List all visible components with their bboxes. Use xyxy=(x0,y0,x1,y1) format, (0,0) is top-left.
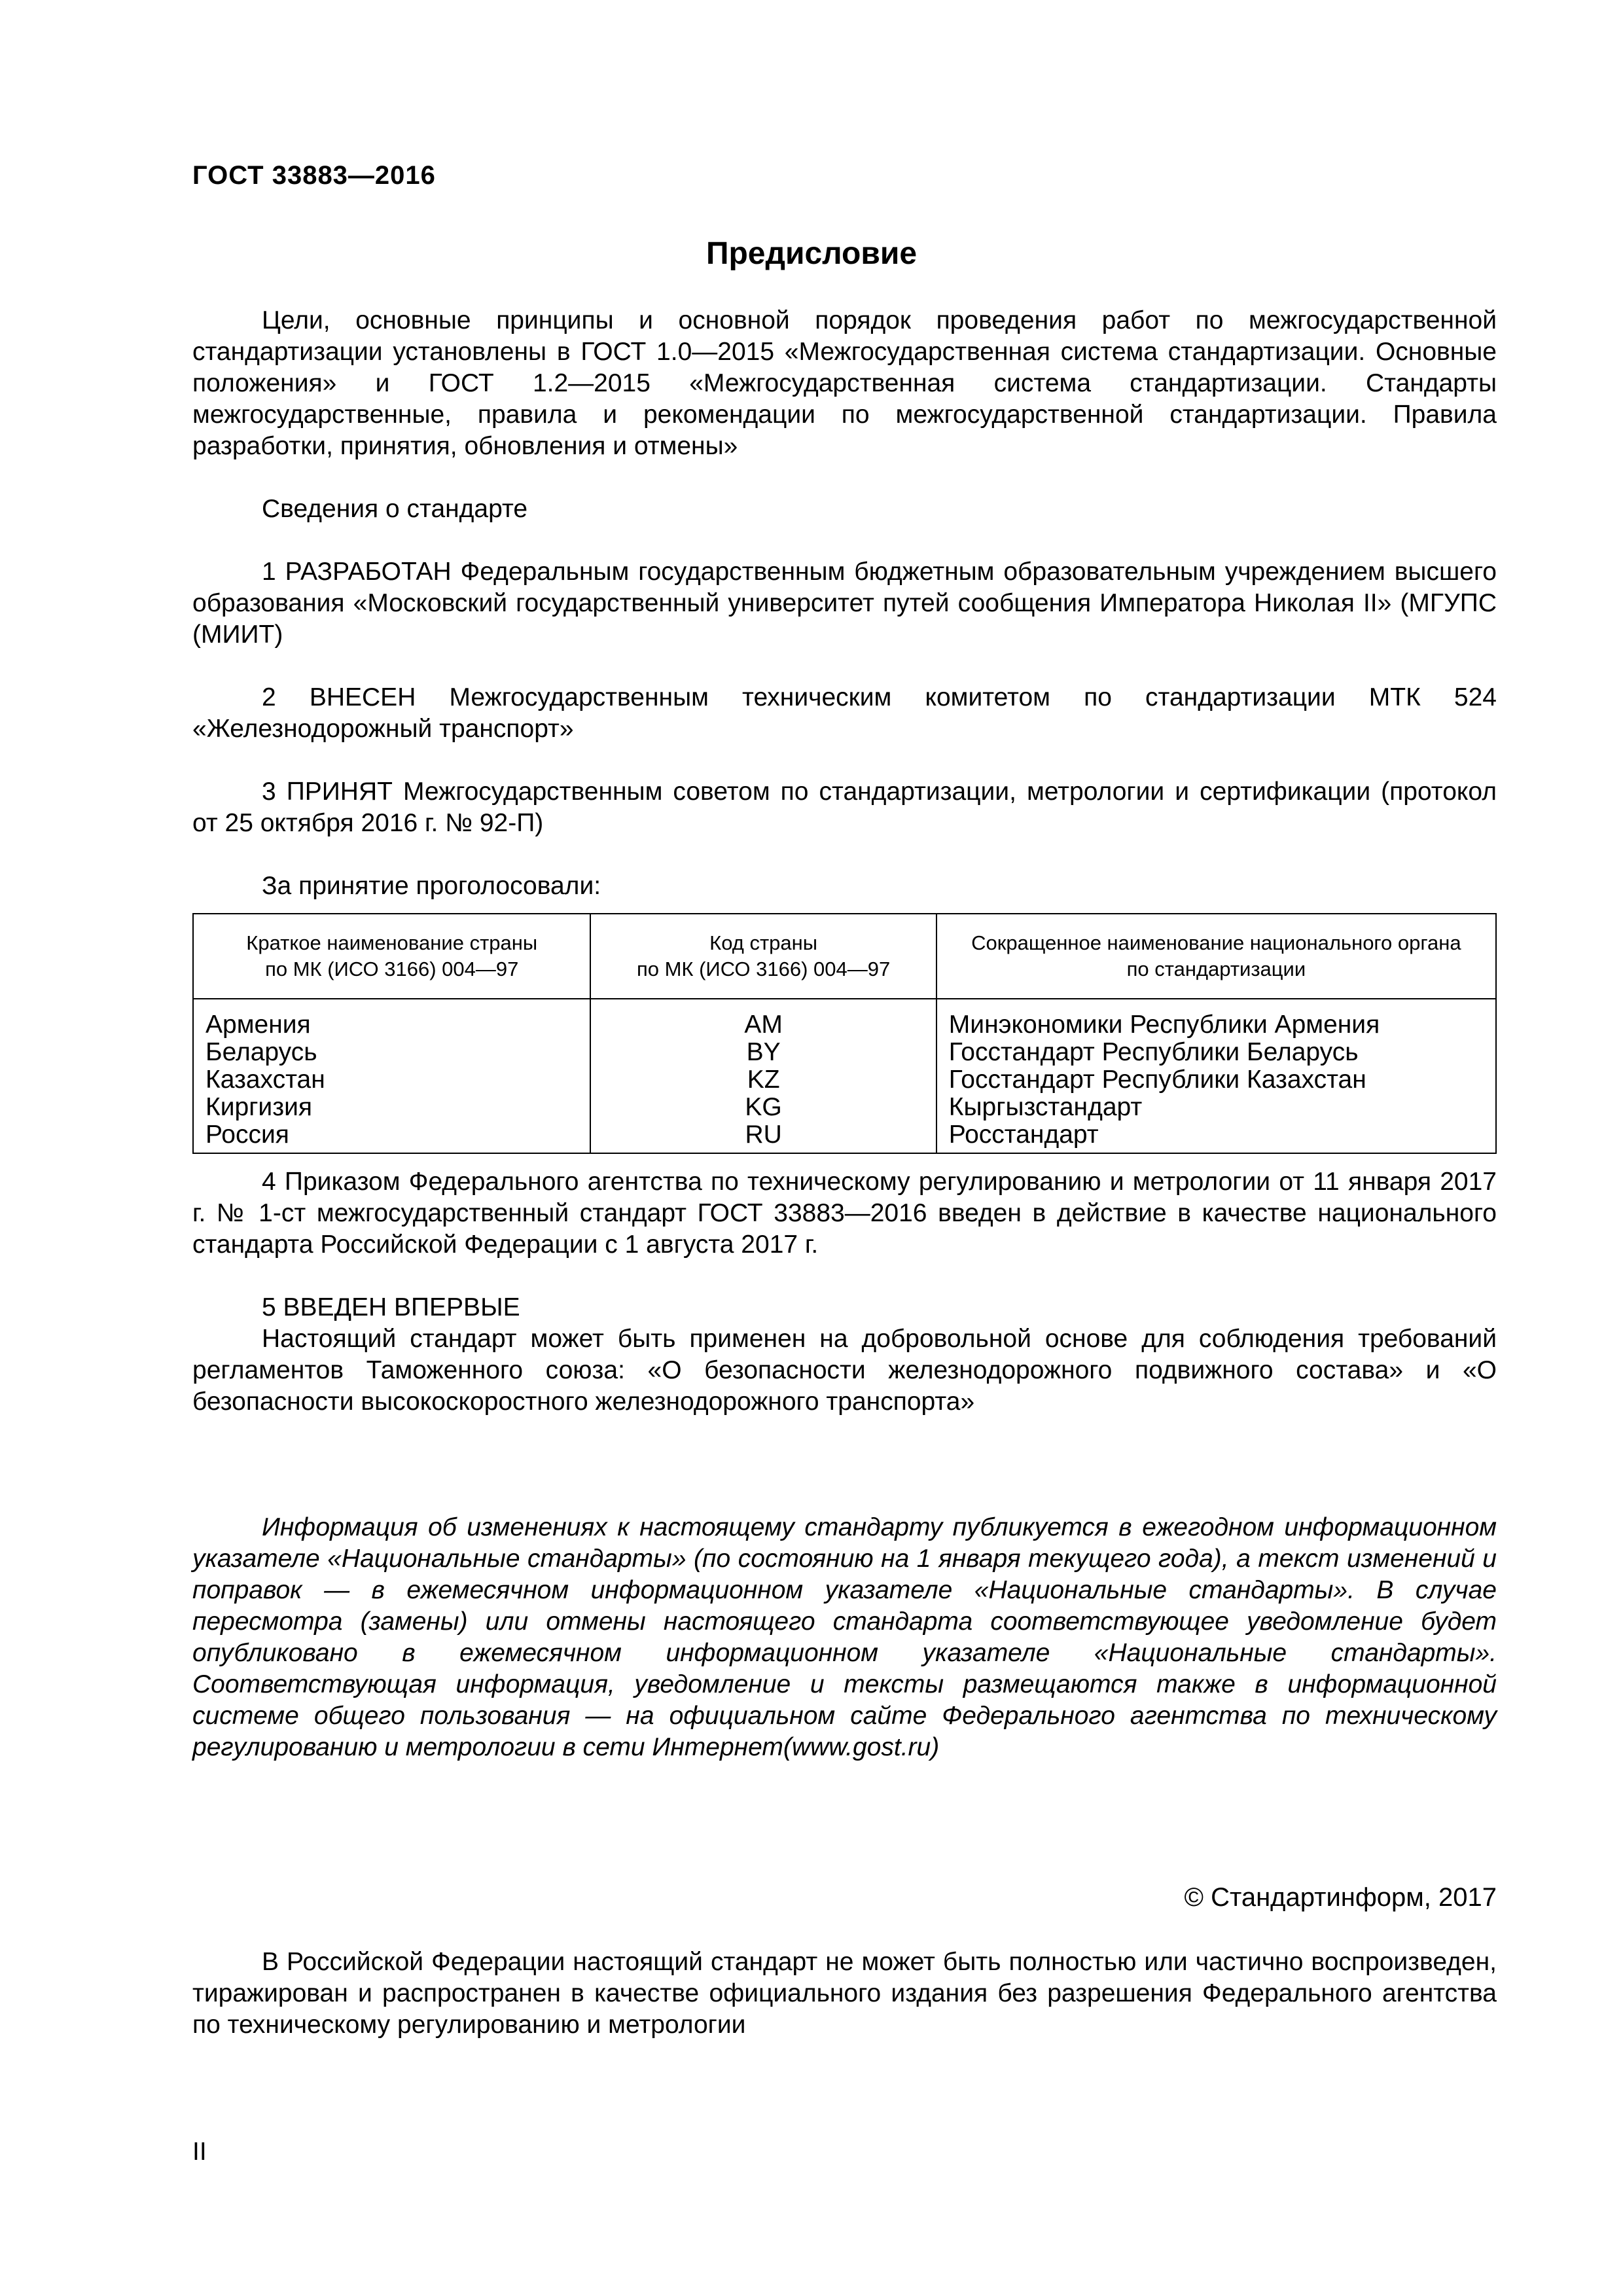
change-info-paragraph: Информация об изменениях к настоящему стандарту публикуется в ежегодном информационном указателе «Национальные стандарты» (по состоянию на 1 января текущего года), а текст изменений и поправок — в ежемесячном информационном указателе «Национальные стандарты». В случае пересмотра (замены) или отмены настоящего стандарта соответствующее уведомление будет опубликовано в ежемесячном информационном указателе «Национальные стандарты». Соответствующая информация, уведомление и тексты размещаются также в информационной системе общего пользования — на официальном сайте Федерального агентства по техническому регулированию и метрологии в сети Интернет(www.gost.ru) xyxy=(192,1513,1497,1761)
table-row xyxy=(193,1066,1496,1094)
cell-code: RU xyxy=(590,1121,936,1153)
table-row xyxy=(193,1121,1496,1153)
cell-country: Армения xyxy=(193,999,590,1039)
table-row xyxy=(193,1094,1496,1121)
reproduction-notice: В Российской Федерации настоящий стандарт не может быть полностью или частично воспроизведен, тиражирован и распространен в качестве официального издания без разрешения Федерального агентства по техническому регулированию и метрологии xyxy=(192,1948,1497,2039)
cell-body: Госстандарт Республики Беларусь xyxy=(936,1039,1496,1066)
column-header-body-line2: по стандартизации xyxy=(1126,958,1306,980)
item-4-order: 4 Приказом Федерального агентства по техническому регулированию и метрологии от 11 января 2017 г. № 1-ст межгосударственный стандарт ГОСТ 33883—2016 введен в действие в качестве национального стандарта Российской Федерации с 1 августа 2017 г. xyxy=(192,1168,1497,1259)
column-header-body-line1: Сокращенное наименование национального органа xyxy=(971,931,1461,954)
cell-body: Минэкономики Республики Армения xyxy=(936,999,1496,1039)
cell-code: KZ xyxy=(590,1066,936,1094)
item-1-developed: 1 РАЗРАБОТАН Федеральным государственным бюджетным образовательным учреждением высшего образования «Московский государственный университет путей сообщения Императора Николая II» (МГУПС (МИИТ) xyxy=(192,558,1497,649)
table-header-row xyxy=(193,914,1496,999)
document-header-id: ГОСТ 33883—2016 xyxy=(192,161,436,190)
cell-body: Кыргызстандарт xyxy=(936,1094,1496,1121)
cell-country: Беларусь xyxy=(193,1039,590,1066)
item-2-introduced: 2 ВНЕСЕН Межгосударственным техническим комитетом по стандартизации МТК 524 «Железнодорожный транспорт» xyxy=(192,683,1497,743)
cell-code: BY xyxy=(590,1039,936,1066)
item-5-text: Настоящий стандарт может быть применен на добровольной основе для соблюдения требований регламентов Таможенного союза: «О безопасности железнодорожного подвижного состава» и «О безопасности высокоскоростного железнодорожного транспорта» xyxy=(192,1325,1497,1416)
cell-body: Госстандарт Республики Казахстан xyxy=(936,1066,1496,1094)
column-header-code-line1: Код страны xyxy=(709,931,818,954)
item-3-adopted: 3 ПРИНЯТ Межгосударственным советом по стандартизации, метрологии и сертификации (протокол от 25 октября 2016 г. № 92-П) xyxy=(192,778,1497,837)
copyright-notice: © Стандартинформ, 2017 xyxy=(1184,1883,1497,1912)
table-row xyxy=(193,999,1496,1039)
voted-label: За принятие проголосовали: xyxy=(262,872,601,900)
page-title: Предисловие xyxy=(705,236,918,271)
table-row xyxy=(193,1039,1496,1066)
column-header-code-line2: по МК (ИСО 3166) 004—97 xyxy=(636,958,891,980)
voting-countries-table xyxy=(192,913,1497,1154)
cell-country: Киргизия xyxy=(193,1094,590,1121)
cell-code: KG xyxy=(590,1094,936,1121)
column-header-code xyxy=(590,914,936,999)
cell-code: AM xyxy=(590,999,936,1039)
cell-country: Россия xyxy=(193,1121,590,1153)
column-header-country-line1: Краткое наименование страны xyxy=(246,931,538,954)
intro-paragraph: Цели, основные принципы и основной порядок проведения работ по межгосударственной стандартизации установлены в ГОСТ 1.0—2015 «Межгосударственная система стандартизации. Основные положения» и ГОСТ 1.2—2015 «Межгосударственная система стандартизации. Стандарты межгосударственные, правила и рекомендации по межгосударственной стандартизации. Правила разработки, принятия, обновления и отмены» xyxy=(192,306,1497,460)
page-number: II xyxy=(192,2138,207,2166)
column-header-body xyxy=(936,914,1496,999)
cell-country: Казахстан xyxy=(193,1066,590,1094)
column-header-country xyxy=(193,914,590,999)
column-header-country-line2: по МК (ИСО 3166) 004—97 xyxy=(265,958,519,980)
cell-body: Росстандарт xyxy=(936,1121,1496,1153)
item-5-title: 5 ВВЕДЕН ВПЕРВЫЕ xyxy=(262,1293,520,1321)
info-heading: Сведения о стандарте xyxy=(262,495,528,523)
